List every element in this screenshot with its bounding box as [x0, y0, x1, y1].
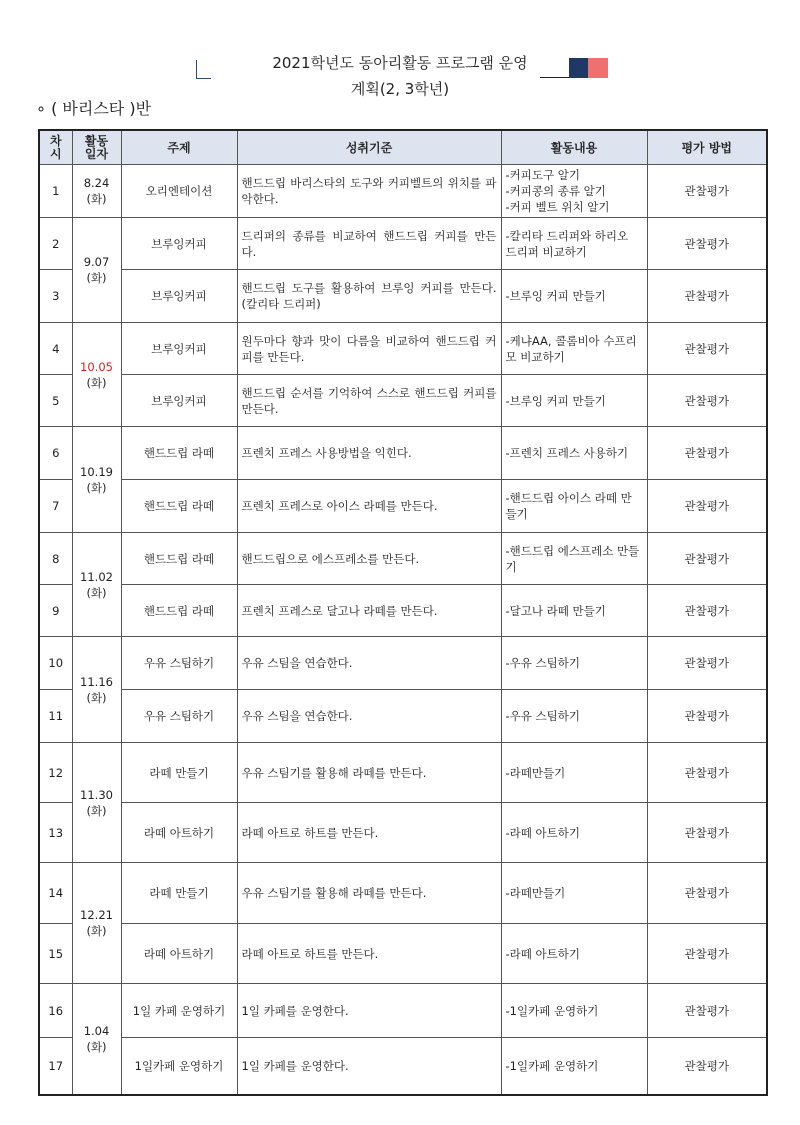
activity-content-cell	[501, 585, 647, 637]
evaluation-method-cell: 관찰평가	[647, 323, 767, 375]
table-row	[39, 743, 767, 803]
program-plan-table	[38, 129, 768, 1096]
evaluation-method-cell: 관찰평가	[647, 863, 767, 924]
activity-line: -우유 스팀하기	[505, 709, 580, 723]
activity-line: -브루잉 커피 만들기	[505, 393, 606, 408]
activity-date-cell	[72, 427, 121, 533]
session-number-cell: 5	[39, 375, 72, 427]
header-activity-content: 활동내용	[501, 130, 647, 165]
topic-cell: 브루잉커피	[121, 375, 237, 427]
activity-content-cell	[501, 533, 647, 585]
activity-weekday: (화)	[86, 585, 107, 600]
activity-line: -1일카페 운영하기	[505, 1003, 599, 1018]
activity-date-cell	[72, 984, 121, 1095]
activity-date: 10.05	[80, 359, 113, 374]
activity-content-cell	[501, 803, 647, 863]
activity-line: -칼리타 드리퍼와 하리오 드리퍼 비교하기	[505, 228, 629, 259]
activity-date-cell	[72, 323, 121, 427]
session-number-cell: 10	[39, 637, 72, 690]
header-achievement-criteria: 성취기준	[237, 130, 501, 165]
activity-weekday: (화)	[86, 803, 107, 818]
activity-line: -우유 스팀하기	[505, 656, 580, 670]
activity-line: -커피 벨트 위치 알기	[505, 200, 610, 214]
table-row	[39, 637, 767, 690]
table-header-row	[39, 130, 767, 165]
session-number-cell: 11	[39, 690, 72, 743]
topic-cell: 라떼 아트하기	[121, 924, 237, 984]
activity-line: -달고나 라떼 만들기	[505, 603, 606, 618]
session-number-cell: 15	[39, 924, 72, 984]
evaluation-method-cell: 관찰평가	[647, 165, 767, 218]
activity-line: -라떼만들기	[505, 765, 566, 780]
achievement-criteria-cell: 우유 스팀기를 활용해 라떼를 만든다.	[237, 863, 501, 924]
topic-cell: 핸드드립 라떼	[121, 480, 237, 533]
topic-cell: 브루잉커피	[121, 218, 237, 270]
table-row	[39, 165, 767, 218]
header-activity-date	[72, 130, 121, 165]
table-row	[39, 533, 767, 585]
achievement-criteria-cell: 1일 카페를 운영한다.	[237, 1038, 501, 1095]
topic-cell: 우유 스팀하기	[121, 637, 237, 690]
achievement-criteria-cell: 프렌치 프레스로 아이스 라떼를 만든다.	[237, 480, 501, 533]
evaluation-method-cell: 관찰평가	[647, 375, 767, 427]
topic-cell: 오리엔테이션	[121, 165, 237, 218]
evaluation-method-cell: 관찰평가	[647, 743, 767, 803]
achievement-criteria-cell: 라떼 아트로 하트를 만든다.	[237, 803, 501, 863]
table-row	[39, 427, 767, 480]
achievement-criteria-cell: 프렌치 프레스 사용방법을 익힌다.	[237, 427, 501, 480]
activity-line: -케냐AA, 콜롬비아 수프리모 비교하기	[505, 333, 637, 364]
evaluation-method-cell: 관찰평가	[647, 480, 767, 533]
table-row	[39, 803, 767, 863]
table-row	[39, 480, 767, 533]
table-row	[39, 1038, 767, 1095]
topic-cell: 1일카페 운영하기	[121, 1038, 237, 1095]
achievement-criteria-cell: 핸드드립 순서를 기억하여 스스로 핸드드립 커피를 만든다.	[237, 375, 501, 427]
table-row	[39, 375, 767, 427]
document-title	[0, 52, 800, 100]
activity-line: -프렌치 프레스 사용하기	[505, 446, 629, 460]
achievement-criteria-cell: 원두마다 향과 맛이 다름을 비교하여 핸드드립 커피를 만든다.	[237, 323, 501, 375]
table-row	[39, 690, 767, 743]
activity-content-cell	[501, 984, 647, 1038]
topic-cell: 라떼 아트하기	[121, 803, 237, 863]
activity-line: -커피콩의 종류 알기	[505, 184, 606, 198]
achievement-criteria-cell: 핸드드립 바리스타의 도구와 커피벨트의 위치를 파악한다.	[237, 165, 501, 218]
title-line-2: 계획(2, 3학년)	[350, 80, 450, 98]
session-number-cell: 16	[39, 984, 72, 1038]
session-number-cell: 17	[39, 1038, 72, 1095]
session-number-cell: 2	[39, 218, 72, 270]
title-line-1: 2021학년도 동아리활동 프로그램 운영	[272, 54, 528, 72]
table-row	[39, 323, 767, 375]
activity-weekday: (화)	[86, 375, 107, 390]
evaluation-method-cell: 관찰평가	[647, 924, 767, 984]
achievement-criteria-cell: 우유 스팀을 연습한다.	[237, 690, 501, 743]
activity-date: 11.16	[80, 674, 113, 689]
activity-date: 8.24	[83, 176, 110, 190]
topic-cell: 핸드드립 라떼	[121, 585, 237, 637]
topic-cell: 핸드드립 라떼	[121, 533, 237, 585]
activity-content-cell	[501, 743, 647, 803]
session-number-cell: 6	[39, 427, 72, 480]
activity-date-cell	[72, 743, 121, 863]
activity-content-cell	[501, 863, 647, 924]
activity-line: -라떼 아트하기	[505, 825, 580, 840]
session-number-cell: 14	[39, 863, 72, 924]
table-row	[39, 984, 767, 1038]
evaluation-method-cell: 관찰평가	[647, 218, 767, 270]
activity-line: -핸드드립 아이스 라떼 만들기	[505, 491, 632, 521]
activity-content-cell	[501, 924, 647, 984]
achievement-criteria-cell: 1일 카페를 운영한다.	[237, 984, 501, 1038]
achievement-criteria-cell: 프렌치 프레스로 달고나 라떼를 만든다.	[237, 585, 501, 637]
activity-date: 11.30	[80, 787, 113, 802]
activity-content-cell	[501, 1038, 647, 1095]
session-number-cell: 4	[39, 323, 72, 375]
activity-date-cell	[72, 165, 121, 218]
activity-weekday: (화)	[86, 480, 107, 495]
table-row	[39, 218, 767, 270]
activity-date-cell	[72, 218, 121, 323]
activity-weekday: (화)	[86, 271, 107, 285]
topic-cell: 우유 스팀하기	[121, 690, 237, 743]
session-number-cell: 13	[39, 803, 72, 863]
activity-weekday: (화)	[86, 924, 107, 938]
achievement-criteria-cell: 핸드드립 도구를 활용하여 브루잉 커피를 만든다. (칼리타 드리퍼)	[237, 270, 501, 323]
evaluation-method-cell: 관찰평가	[647, 637, 767, 690]
session-number-cell: 3	[39, 270, 72, 323]
evaluation-method-cell: 관찰평가	[647, 270, 767, 323]
evaluation-method-cell: 관찰평가	[647, 427, 767, 480]
topic-cell: 핸드드립 라떼	[121, 427, 237, 480]
activity-content-cell	[501, 637, 647, 690]
achievement-criteria-cell: 우유 스팀을 연습한다.	[237, 637, 501, 690]
activity-line: -핸드드립 에스프레소 만들기	[505, 543, 640, 574]
activity-date-cell	[72, 863, 121, 984]
header-topic: 주제	[121, 130, 237, 165]
activity-date: 11.02	[80, 569, 113, 584]
activity-date: 9.07	[83, 255, 110, 269]
evaluation-method-cell: 관찰평가	[647, 803, 767, 863]
session-number-cell: 12	[39, 743, 72, 803]
header-activity-date-line1: 활동	[84, 133, 109, 148]
table-row	[39, 585, 767, 637]
header-activity-date-line2: 일자	[84, 146, 109, 161]
header-session-number-line1: 차	[49, 133, 62, 148]
activity-line: -1일카페 운영하기	[505, 1058, 599, 1073]
activity-line: -커피도구 알기	[505, 168, 580, 182]
activity-content-cell	[501, 323, 647, 375]
topic-cell: 브루잉커피	[121, 323, 237, 375]
activity-content-cell	[501, 480, 647, 533]
header-session-number	[39, 130, 72, 165]
activity-date: 1.04	[83, 1023, 110, 1038]
topic-cell: 브루잉커피	[121, 270, 237, 323]
evaluation-method-cell: 관찰평가	[647, 585, 767, 637]
achievement-criteria-cell: 라떼 아트로 하트를 만든다.	[237, 924, 501, 984]
session-number-cell: 1	[39, 165, 72, 218]
header-session-number-line2: 시	[49, 146, 62, 161]
activity-line: -라떼만들기	[505, 886, 566, 900]
activity-content-cell	[501, 270, 647, 323]
evaluation-method-cell: 관찰평가	[647, 984, 767, 1038]
activity-content-cell	[501, 690, 647, 743]
activity-content-cell	[501, 218, 647, 270]
topic-cell: 라떼 만들기	[121, 743, 237, 803]
achievement-criteria-cell: 핸드드립으로 에스프레소를 만든다.	[237, 533, 501, 585]
header-evaluation-method: 평가 방법	[647, 130, 767, 165]
table-row	[39, 924, 767, 984]
session-number-cell: 7	[39, 480, 72, 533]
table-row	[39, 863, 767, 924]
evaluation-method-cell: 관찰평가	[647, 533, 767, 585]
session-number-cell: 9	[39, 585, 72, 637]
activity-line: -라떼 아트하기	[505, 946, 580, 961]
topic-cell: 라떼 만들기	[121, 863, 237, 924]
activity-line: -브루잉 커피 만들기	[505, 289, 606, 303]
achievement-criteria-cell: 드리퍼의 종류를 비교하여 핸드드립 커피를 만든다.	[237, 218, 501, 270]
activity-date: 10.19	[80, 464, 113, 479]
activity-date-cell	[72, 637, 121, 743]
topic-cell: 1일 카페 운영하기	[121, 984, 237, 1038]
activity-weekday: (화)	[86, 1039, 107, 1054]
evaluation-method-cell: 관찰평가	[647, 690, 767, 743]
evaluation-method-cell: 관찰평가	[647, 1038, 767, 1095]
activity-date: 12.21	[80, 908, 113, 922]
activity-content-cell	[501, 427, 647, 480]
activity-weekday: (화)	[86, 192, 107, 206]
achievement-criteria-cell: 우유 스팀기를 활용해 라떼를 만든다.	[237, 743, 501, 803]
activity-date-cell	[72, 533, 121, 637]
session-number-cell: 8	[39, 533, 72, 585]
activity-content-cell	[501, 375, 647, 427]
club-name: ∘ ( 바리스타 )반	[36, 99, 152, 118]
table-row	[39, 270, 767, 323]
activity-content-cell	[501, 165, 647, 218]
activity-weekday: (화)	[86, 690, 107, 705]
